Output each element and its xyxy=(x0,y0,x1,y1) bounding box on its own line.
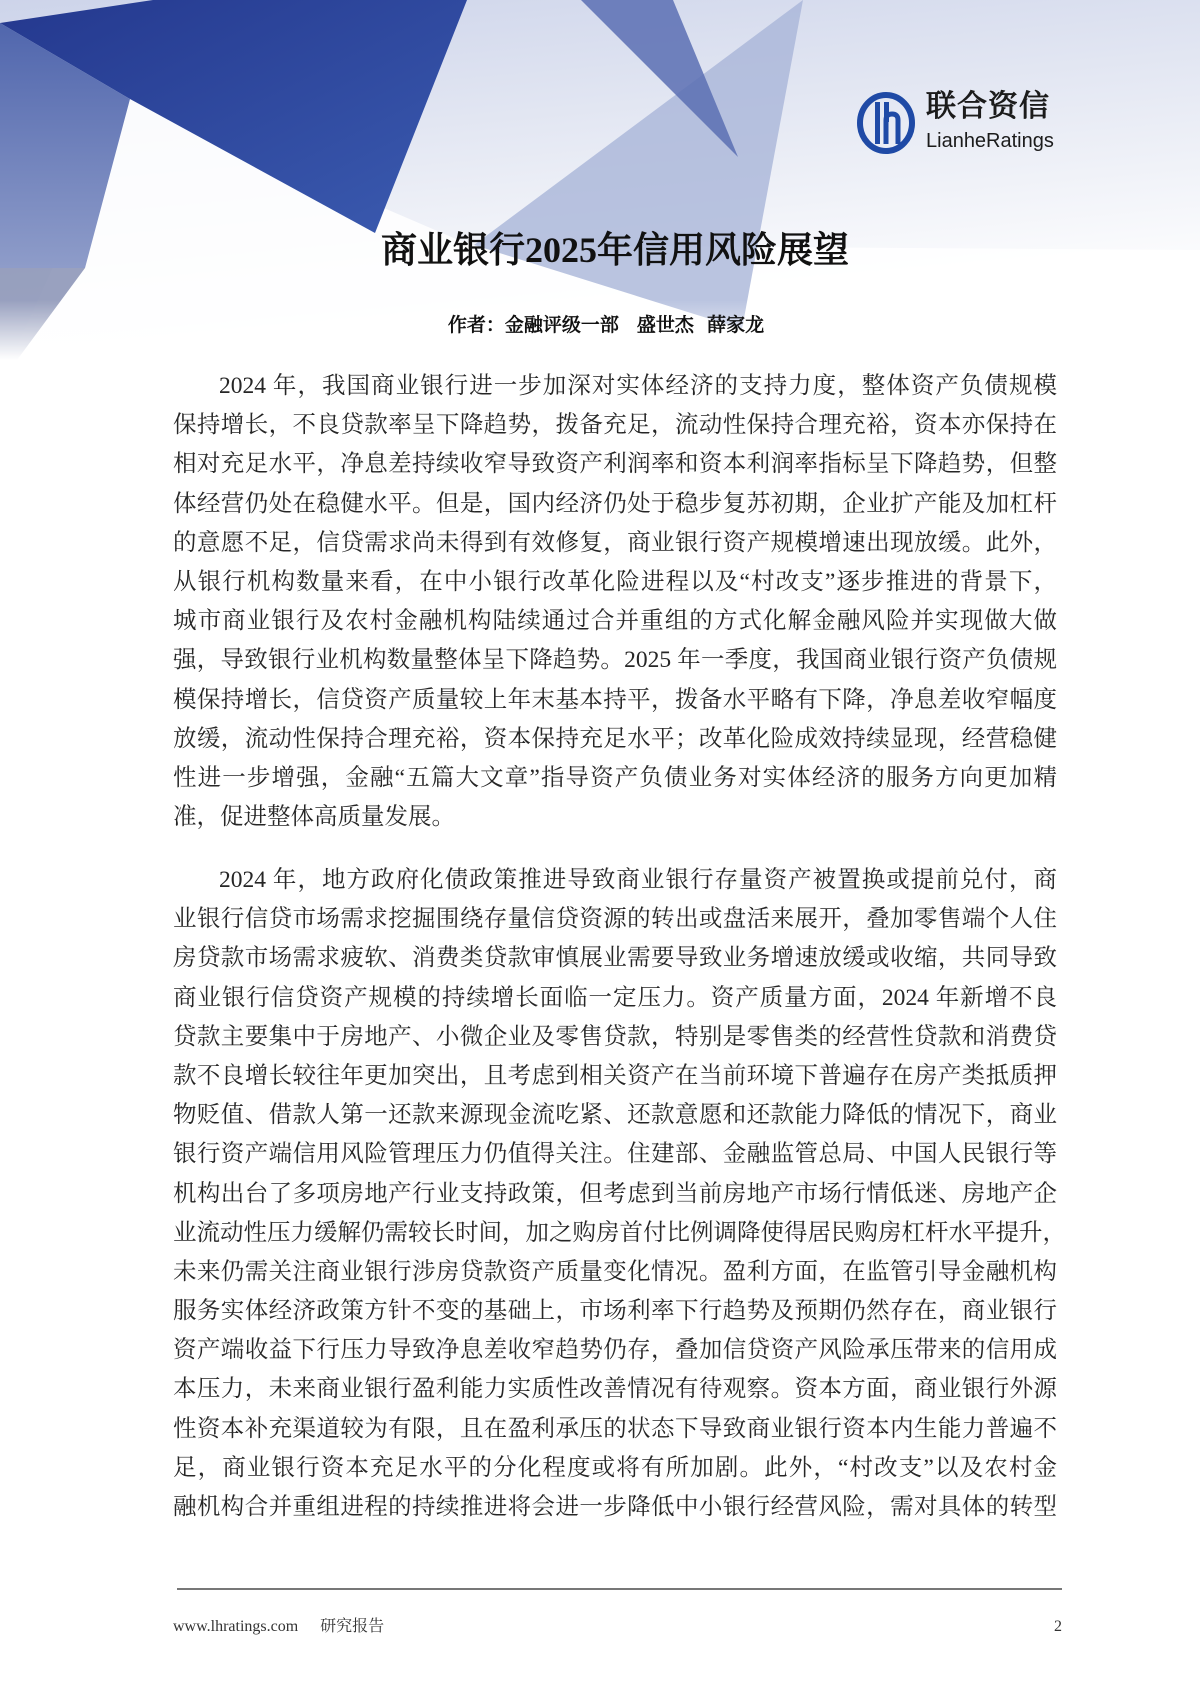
paragraph-line: 业流动性压力缓解仍需较长时间，加之购房首付比例调降使得居民购房杠杆水平提升， xyxy=(173,1219,1066,1246)
page-footer xyxy=(173,1616,1062,1638)
paragraph-line: 款不良增长较往年更加突出，且考虑到相关资产在当前环境下普遍存在房产类抵质押 xyxy=(173,1062,1057,1089)
paragraph-line: 性资本补充渠道较为有限，且在盈利承压的状态下导致商业银行资本内生能力普遍不 xyxy=(173,1415,1057,1442)
paragraph-line: 城市商业银行及农村金融机构陆续通过合并重组的方式化解金融风险并实现做大做 xyxy=(173,608,1057,635)
paragraph-line: 放缓，流动性保持合理充裕，资本保持充足水平；改革化险成效持续显现，经营稳健 xyxy=(173,725,1057,752)
footer-divider xyxy=(177,1588,1062,1590)
paragraph-line: 业银行信贷市场需求挖掘围绕存量信贷资源的转出或盘活来展开，叠加零售端个人住 xyxy=(173,906,1057,933)
author-department: 作者：金融评级一部 xyxy=(447,314,619,336)
paragraph-line: 保持增长，不良贷款率呈下降趋势，拨备充足，流动性保持合理充裕，资本亦保持在 xyxy=(173,412,1057,439)
paragraph-line: 的意愿不足，信贷需求尚未得到有效修复，商业银行资产规模增速出现放缓。此外， xyxy=(173,529,1057,556)
paragraph-line: 银行资产端信用风险管理压力仍值得关注。住建部、金融监管总局、中国人民银行等 xyxy=(173,1141,1057,1168)
footer-website-link[interactable]: www.lhratings.com xyxy=(173,1618,299,1635)
paragraph-line: 准，促进整体高质量发展。 xyxy=(173,804,455,831)
paragraph-line: 性进一步增强，金融“五篇大文章”指导资产负债业务对实体经济的服务方向更加精 xyxy=(173,764,1057,791)
paragraph-line: 强，导致银行业机构数量整体呈下降趋势。2025 年一季度，我国商业银行资产负债规 xyxy=(173,647,1057,674)
page-title: 商业银行2025年信用风险展望 xyxy=(380,230,849,270)
paragraph-line: 房贷款市场需求疲软、消费类贷款审慎展业需要导致业务增速放缓或收缩，共同导致 xyxy=(173,945,1057,972)
paragraph-2 xyxy=(173,861,1066,1527)
paragraph-line: 足，商业银行资本充足水平的分化程度或将有所加剧。此外，“村改支”以及农村金 xyxy=(173,1454,1057,1481)
header-decoration xyxy=(0,0,1200,360)
author-names: 盛世杰 薛家龙 xyxy=(636,314,765,336)
paragraph-line: 物贬值、借款人第一还款来源现金流吃紧、还款意愿和还款能力降低的情况下，商业 xyxy=(173,1102,1057,1129)
paragraph-line: 2024 年，地方政府化债政策推进导致商业银行存量资产被置换或提前兑付，商 xyxy=(219,867,1057,893)
paragraph-line: 2024 年，我国商业银行进一步加深对实体经济的支持力度，整体资产负债规模 xyxy=(219,373,1057,399)
paragraph-line: 本压力，未来商业银行盈利能力实质性改善情况有待观察。资本方面，商业银行外源 xyxy=(173,1376,1057,1403)
paragraph-line: 机构出台了多项房地产行业支持政策，但考虑到当前房地产市场行情低迷、房地产企 xyxy=(173,1180,1057,1207)
page-number: 2 xyxy=(1054,1618,1062,1635)
paragraph-line: 融机构合并重组进程的持续推进将会进一步降低中小银行经营风险，需对具体的转型 xyxy=(173,1494,1057,1520)
brand-name-cn: 联合资信 xyxy=(926,89,1050,124)
author-line xyxy=(0,312,1200,338)
paragraph-line: 资产端收益下行压力导致净息差收窄趋势仍存，叠加信贷资产风险承压带来的信用成 xyxy=(173,1337,1057,1364)
footer-doc-type: 研究报告 xyxy=(320,1618,385,1635)
paragraph-line: 贷款主要集中于房地产、小微企业及零售贷款，特别是零售类的经营性贷款和消费贷 xyxy=(173,1023,1057,1050)
paragraph-line: 未来仍需关注商业银行涉房贷款资产质量变化情况。盈利方面，在监管引导金融机构 xyxy=(173,1258,1057,1285)
paragraph-1 xyxy=(173,367,1057,837)
paragraph-line: 相对充足水平，净息差持续收窄导致资产利润率和资本利润率指标呈下降趋势，但整 xyxy=(173,451,1057,478)
paragraph-line: 从银行机构数量来看，在中小银行改革化险进程以及“村改支”逐步推进的背景下， xyxy=(173,568,1057,595)
brand-logo xyxy=(856,90,1066,156)
paragraph-line: 商业银行信贷资产规模的持续增长面临一定压力。资产质量方面，2024 年新增不良 xyxy=(173,984,1057,1011)
brand-name-en: LianheRatings xyxy=(926,130,1054,152)
paragraph-line: 服务实体经济政策方针不变的基础上，市场利率下行趋势及预期仍然存在，商业银行 xyxy=(173,1298,1057,1325)
lianhe-logo-icon xyxy=(856,92,916,154)
paragraph-line: 体经营仍处在稳健水平。但是，国内经济仍处于稳步复苏初期，企业扩产能及加杠杆 xyxy=(173,490,1057,517)
paragraph-line: 模保持增长，信贷资产质量较上年末基本持平，拨备水平略有下降，净息差收窄幅度 xyxy=(173,686,1057,713)
